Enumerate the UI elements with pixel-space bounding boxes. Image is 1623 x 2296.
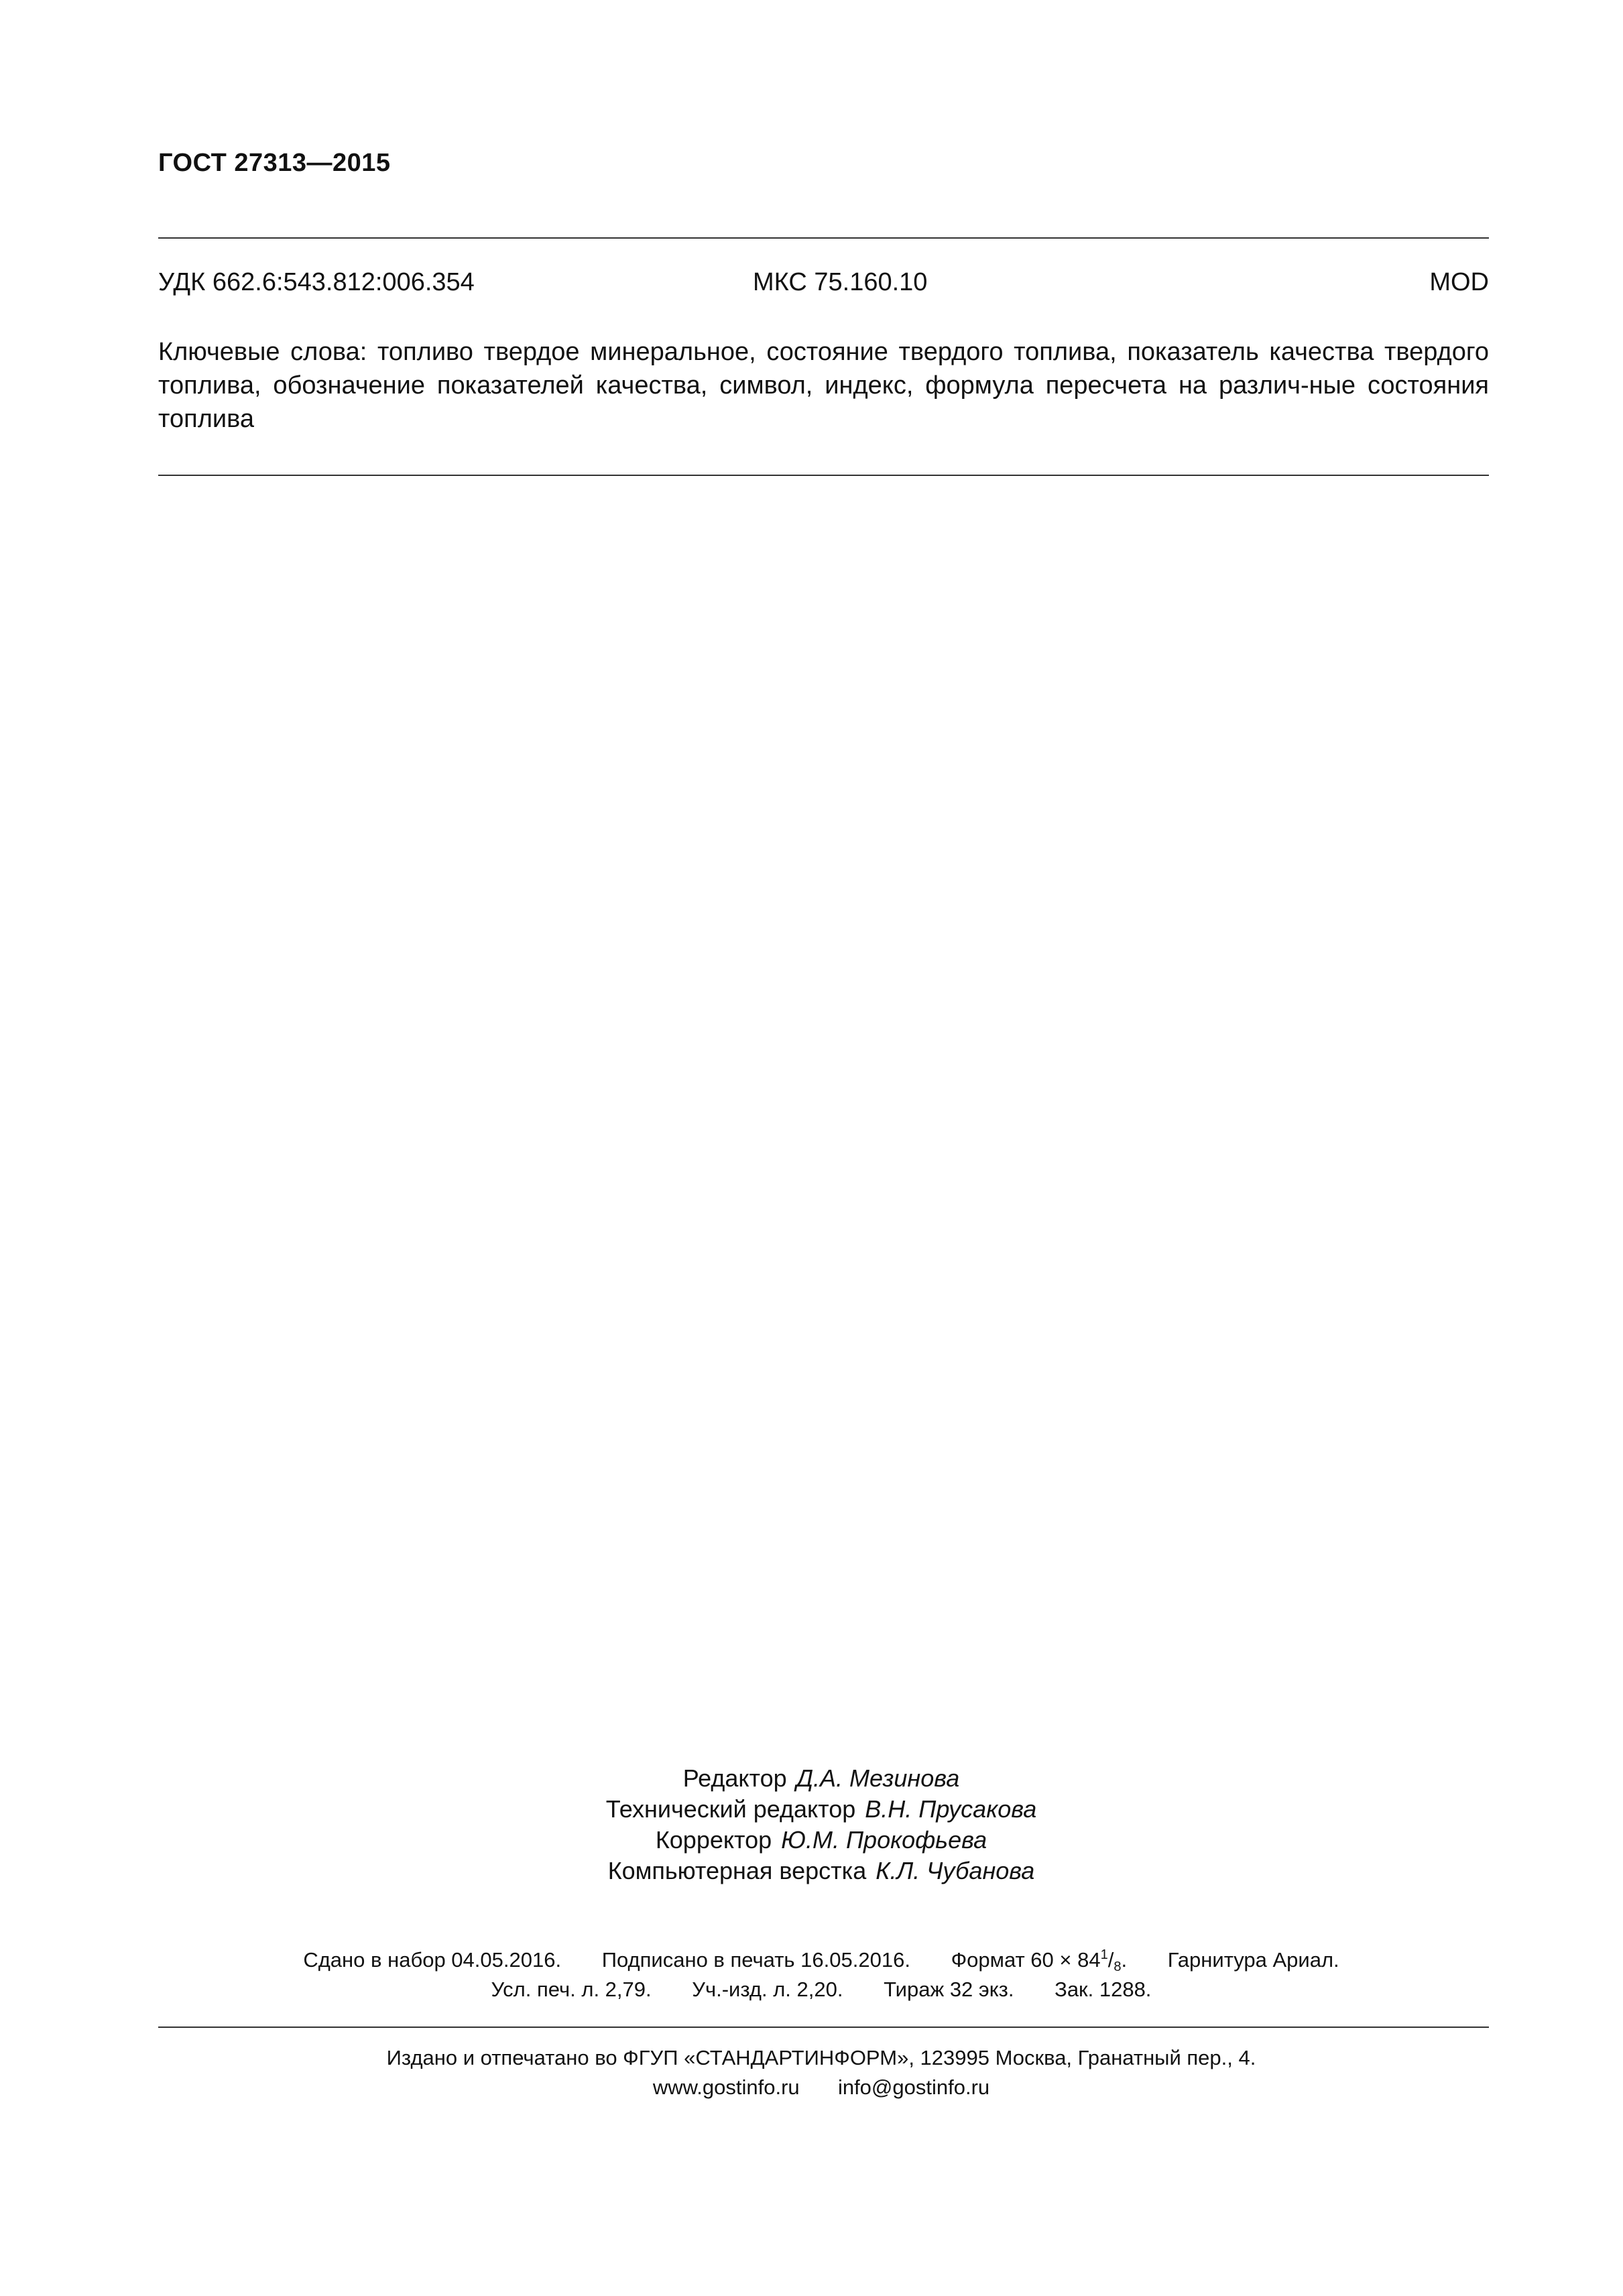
mks-code: МКС 75.160.10 (753, 268, 928, 296)
order-number: Зак. 1288. (1055, 1978, 1152, 2001)
udk-code: УДК 662.6:543.812:006.354 (158, 268, 475, 296)
set-date: Сдано в набор 04.05.2016. (303, 1948, 562, 1972)
typeface: Гарнитура Ариал. (1167, 1948, 1339, 1972)
footer-contacts (0, 2073, 1623, 2102)
signed-date: Подписано в печать 16.05.2016. (601, 1948, 910, 1972)
publication-line-1 (0, 1947, 1623, 1975)
keywords-paragraph: Ключевые слова: топливо твердое минеральное, состояние твердого топлива, показатель качества твердого топлива, обозначение показателей качества, символ, индекс, формула пересчета на различ-ные состояния топлива (158, 338, 1489, 433)
website-link[interactable]: www.gostinfo.ru (652, 2075, 800, 2099)
divider-keywords (158, 475, 1489, 476)
equivalence-mark: MOD (1429, 268, 1489, 296)
credit-proofreader: Корректор Ю.М. Прокофьева (655, 1826, 987, 1854)
credits-block (0, 1763, 1623, 1886)
email-link[interactable]: info@gostinfo.ru (837, 2075, 990, 2099)
publication-line-2 (0, 1978, 1623, 2002)
publisher-sheets: Уч.-изд. л. 2,20. (692, 1978, 843, 2001)
divider-footer (158, 2027, 1489, 2028)
footer-block (0, 2043, 1623, 2102)
paper-format: Формат $60 \times 84^1/_8$. (951, 1947, 1128, 1974)
document-code: ГОСТ 27313—2015 (158, 149, 391, 177)
print-sheets: Усл. печ. л. 2,79. (491, 1978, 652, 2001)
divider-top (158, 237, 1489, 239)
credit-tech-editor: Технический редактор В.Н. Прусакова (605, 1795, 1037, 1823)
credit-editor: Редактор Д.А. Мезинова (682, 1764, 960, 1792)
credit-layout: Компьютерная верстка К.Л. Чубанова (607, 1857, 1035, 1884)
circulation: Тираж 32 экз. (884, 1978, 1014, 2001)
publisher-address: Издано и отпечатано во ФГУП «СТАНДАРТИНФОРМ», 123995 Москва, Гранатный пер., 4. (386, 2046, 1256, 2069)
